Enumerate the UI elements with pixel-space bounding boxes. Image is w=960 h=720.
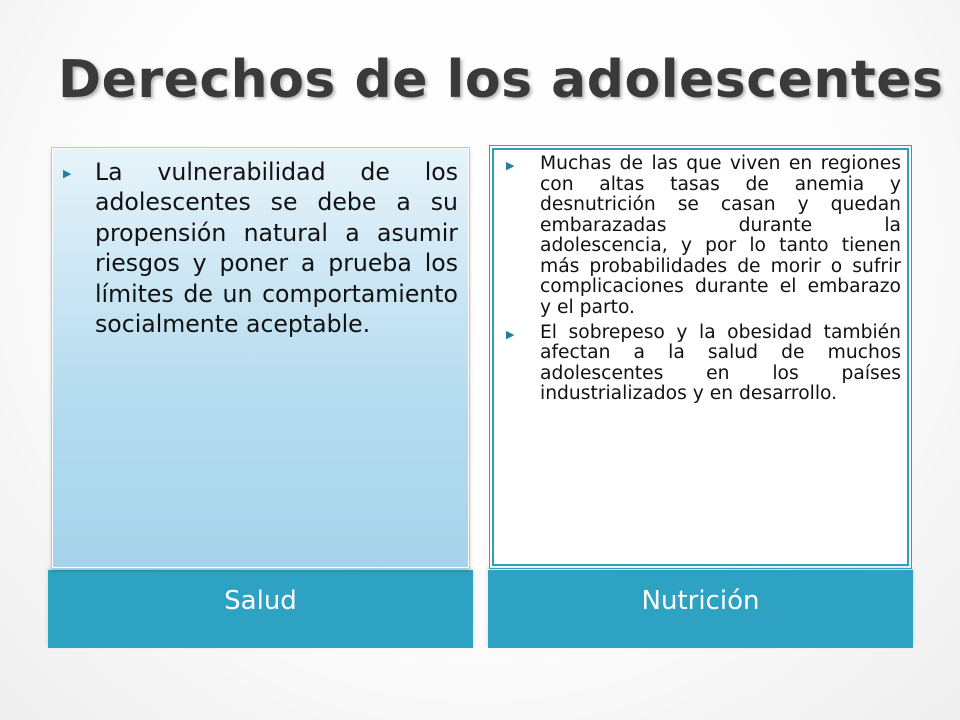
- list-item: [63, 157, 458, 340]
- bullet-list-salud: [63, 157, 458, 340]
- list-item: [506, 321, 901, 405]
- triangle-right-icon: ▶: [506, 327, 515, 341]
- content-card-salud: [52, 148, 469, 568]
- column-label-nutricion: Nutrición: [641, 586, 760, 616]
- column-label-salud: Salud: [224, 586, 297, 616]
- bullet-text: El sobrepeso y la obesidad también afectan a la salud de muchos adolescentes en los países industrializados y en desarrollo.: [540, 321, 901, 405]
- bullet-text: La vulnerabilidad de los adolescentes se debe a su propensión natural a asumir riesgos y poner a prueba los límites de un comportamiento socialmente aceptable.: [95, 158, 458, 339]
- slide-title: Derechos de los adolescentes: [58, 50, 944, 110]
- list-item: [506, 153, 901, 319]
- bullet-text: Muchas de las que viven en regiones con altas tasas de anemia y desnutrición se casan y quedan embarazadas durante la adolescencia, y por lo tanto tienen más probabilidades de morir o sufrir complicaciones durante el embarazo y el parto.: [540, 153, 901, 318]
- bullet-list-nutricion: [506, 153, 901, 405]
- triangle-right-icon: ▶: [506, 159, 515, 172]
- content-card-nutricion: [492, 148, 909, 566]
- triangle-right-icon: ▶: [63, 167, 72, 180]
